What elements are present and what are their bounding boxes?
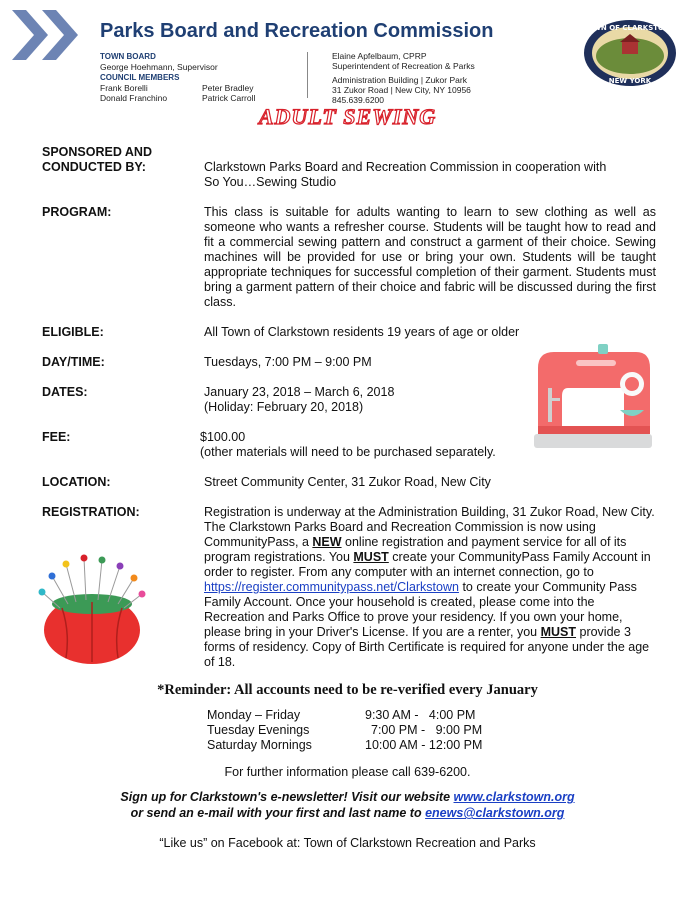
hours-day: Monday – Friday bbox=[207, 708, 301, 722]
header-divider bbox=[307, 52, 308, 98]
hours-day: Tuesday Evenings bbox=[207, 723, 310, 737]
program-value: This class is suitable for adults wanting to learn to sew clothing as well as someone who wants a refresher course. Students will be taught how to read and fit a commercial sewing pattern and construct a garment of their choice. Sewing machines will be provided for use or bring your own. Students will be taught appropriate techniques for successful completion of their garment. Students must bring a garment pattern of their choice and fabric will be discussed during the first class. bbox=[204, 205, 656, 309]
council-heading: COUNCIL MEMBERS bbox=[100, 73, 180, 82]
location-label: LOCATION: bbox=[42, 475, 111, 489]
email-link[interactable]: enews@clarkstown.org bbox=[425, 806, 565, 820]
town-seal-icon bbox=[580, 18, 680, 88]
sewing-machine-icon bbox=[528, 338, 658, 456]
council-member: Peter Bradley bbox=[202, 83, 254, 93]
supervisor-name: George Hoehmann, Supervisor bbox=[100, 62, 218, 72]
address-line: Administration Building | Zukor Park bbox=[332, 75, 467, 85]
superintendent-title: Superintendent of Recreation & Parks bbox=[332, 61, 475, 71]
must-emphasis: MUST bbox=[540, 625, 577, 639]
location-value: Street Community Center, 31 Zukor Road, New City bbox=[204, 475, 491, 489]
hours-day: Saturday Mornings bbox=[207, 738, 312, 752]
website-link[interactable]: www.clarkstown.org bbox=[453, 790, 575, 804]
office-hours-table bbox=[207, 708, 482, 753]
council-member: Frank Borelli bbox=[100, 83, 148, 93]
phone-number: 845.639.6200 bbox=[332, 95, 384, 105]
superintendent-block bbox=[332, 51, 562, 105]
dates-label: DATES: bbox=[42, 385, 88, 399]
organization-title: Parks Board and Recreation Commission bbox=[100, 20, 494, 42]
daytime-label: DAY/TIME: bbox=[42, 355, 105, 369]
registration-label: REGISTRATION: bbox=[42, 505, 140, 519]
town-board-heading: TOWN BOARD bbox=[100, 52, 156, 61]
program-label: PROGRAM: bbox=[42, 205, 112, 219]
council-member: Donald Franchino bbox=[100, 93, 168, 103]
town-board-block bbox=[100, 51, 305, 103]
info-line: For further information please call 639-6200. bbox=[224, 765, 471, 779]
address-line: 31 Zukor Road | New City, NY 10956 bbox=[332, 85, 471, 95]
hours-time: 9:30 AM - 4:00 PM bbox=[365, 708, 476, 722]
daytime-value: Tuesdays, 7:00 PM – 9:00 PM bbox=[204, 355, 372, 369]
table-row bbox=[207, 723, 482, 738]
registration-value: Registration is underway at the Administration Building, 31 Zukor Road, New City. The Clarkstown Parks Board and Recreation Commission is now using CommunityPass, a NEW online registration and payment service for all of its program registrations. You MUST create your CommunityPass Family Account in order to register. From any computer with an internet connection, go to https://register.communitypass.net/Clarkstown to create your Community Pass Family Account. Once your household is created, please come into the Recreation and Parks Office to prove your residency. If you own your home, please bring in your Driver's License. If you are a renter, you MUST provide 3 forms of residency. Copy of Birth Certificate is required for anyone under the age of 18. bbox=[204, 505, 655, 669]
fee-label: FEE: bbox=[42, 430, 71, 444]
reminder-note: *Reminder: All accounts need to be re-verified every January bbox=[157, 682, 538, 698]
seal-top-text: TOWN OF CLARKSTOWN bbox=[582, 24, 678, 32]
eligible-value: All Town of Clarkstown residents 19 years of age or older bbox=[204, 325, 520, 339]
dates-value: January 23, 2018 – March 6, 2018 (Holiday: February 20, 2018) bbox=[204, 385, 395, 414]
pincushion-icon bbox=[22, 532, 162, 672]
table-row bbox=[207, 708, 482, 723]
must-emphasis: MUST bbox=[353, 550, 389, 564]
parks-logo-chevrons bbox=[12, 10, 92, 60]
seal-bottom-text: NEW YORK bbox=[608, 77, 652, 85]
hours-time: 7:00 PM - 9:00 PM bbox=[371, 723, 483, 737]
hours-time: 10:00 AM - 12:00 PM bbox=[365, 738, 483, 752]
sponsored-label: SPONSORED AND CONDUCTED BY: bbox=[42, 145, 152, 174]
council-member: Patrick Carroll bbox=[202, 93, 256, 103]
eligible-label: ELIGIBLE: bbox=[42, 325, 104, 339]
new-emphasis: NEW bbox=[312, 535, 342, 549]
newsletter-signup: Sign up for Clarkstown's e-newsletter! Visit our website www.clarkstown.org or send an e-mail with your first and last name to enews@clarkstown.org bbox=[120, 790, 575, 820]
table-row bbox=[207, 738, 482, 753]
superintendent-name: Elaine Apfelbaum, CPRP bbox=[332, 51, 427, 61]
page-title: ADULT SEWING bbox=[258, 104, 437, 129]
facebook-line: “Like us” on Facebook at: Town of Clarkstown Recreation and Parks bbox=[159, 836, 536, 850]
fee-value: $100.00 (other materials will need to be purchased separately. bbox=[200, 430, 496, 459]
communitypass-link[interactable]: https://register.communitypass.net/Clarkstown bbox=[204, 580, 459, 594]
sponsored-value: Clarkstown Parks Board and Recreation Commission in cooperation with So You…Sewing Studio bbox=[204, 160, 607, 189]
